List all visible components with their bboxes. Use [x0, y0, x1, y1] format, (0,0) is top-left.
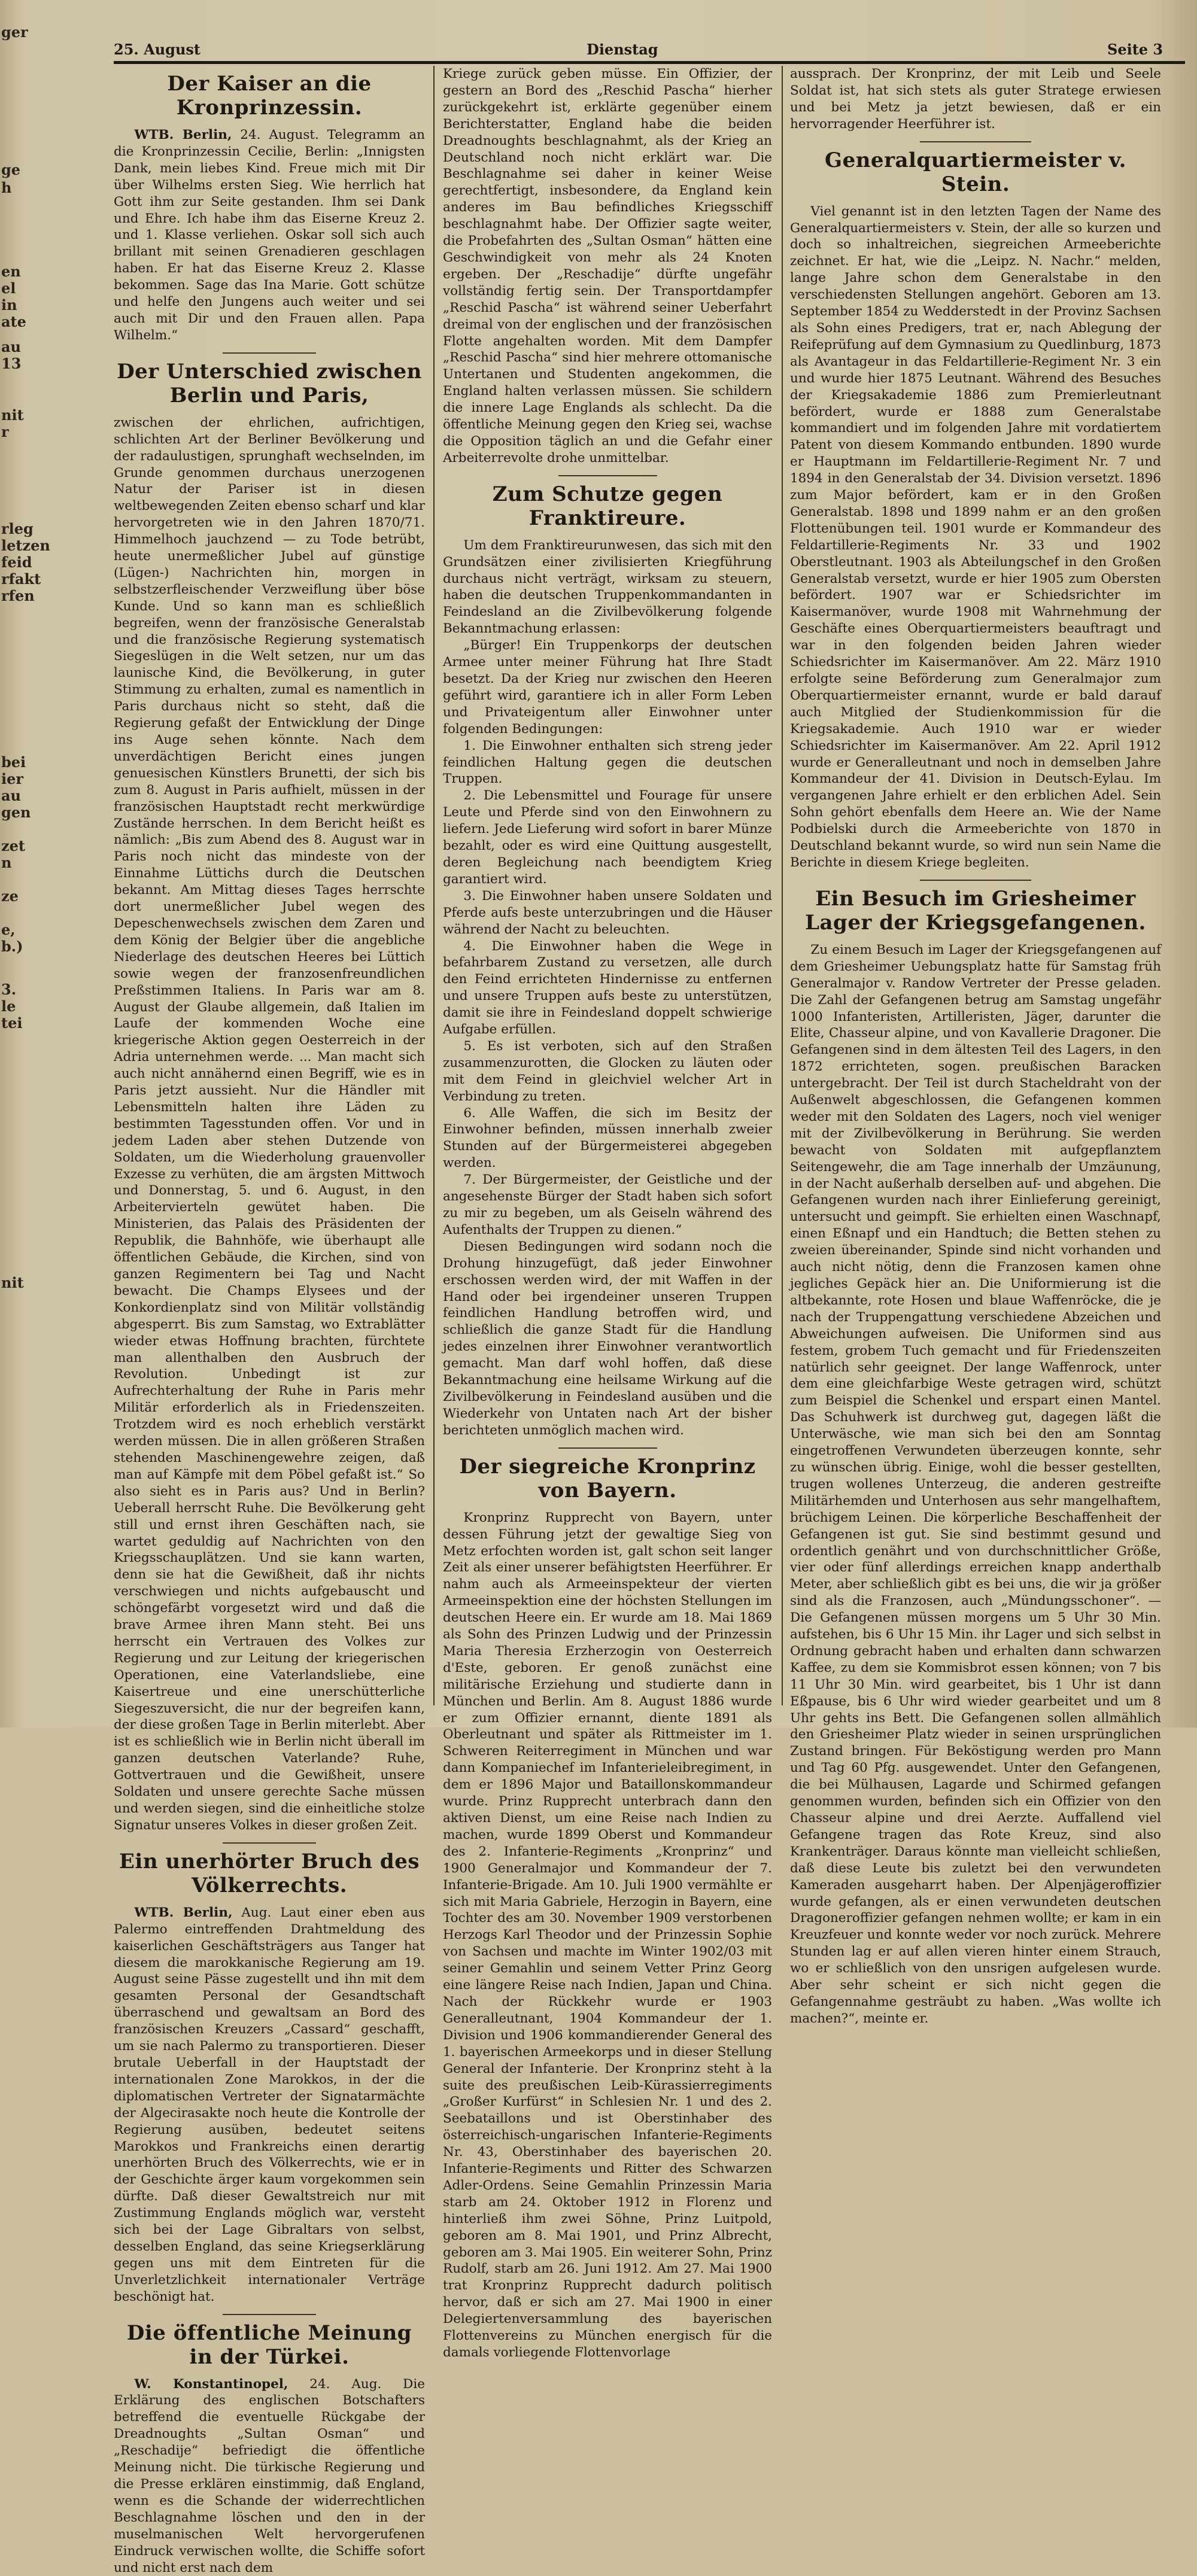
edge-fragment: 3. [1, 981, 17, 998]
header-weekday: Dienstag [587, 41, 658, 58]
separator [920, 141, 1031, 142]
column-divider [433, 66, 435, 1705]
edge-fragment: rfakt [1, 570, 41, 588]
franktireure-paragraph: 3. Die Einwohner haben unsere Soldaten und Pferde aufs beste unterzubringen und die Häuser während der Nacht zu beleuchten. [443, 888, 772, 937]
franktireure-paragraph: Diesen Bedingungen wird sodann noch die Drohung hinzugefügt, daß jeder Einwohner erschossen werden wird, der mit Waffen in der Hand oder bei irgendeiner unseren Truppen feindlichen Handlung betroffen wird, und schließlich die ganze Stadt für die Handlung jedes einzelnen ihrer Einwohner verantwortlich gemacht. Man darf wohl hoffen, daß diese Bekanntmachung eine heilsame Wirkung auf die Zivilbevölkerung in Feindesland ausüben und die Wiederkehr von Untaten nach Art der bisher berichteten unmöglich machen wird. [443, 1239, 772, 1438]
headline-kaiser: Der Kaiser an die Kronprinzessin. [167, 72, 372, 120]
page-header [114, 37, 1179, 61]
edge-fragment: b.) [1, 938, 23, 955]
edge-fragment: rfen [1, 587, 35, 604]
edge-fragment: nit [1, 406, 24, 424]
header-rule [114, 61, 1185, 64]
edge-fragment: ge [1, 161, 21, 178]
franktireure-paragraph: 7. Der Bürgermeister, der Geistliche und der angesehenste Bürger der Stadt haben sich sofort zu mir zu begeben, um als Geiseln während des Aufenthalts der Truppen zu dienen.“ [443, 1172, 772, 1237]
headline-voelkerrecht: Ein unerhörter Bruch des Völkerrechts. [119, 1849, 420, 1897]
article-franktireure-intro: Um dem Franktireurunwesen, das sich mit den Grundsätzen einer zivilisierten Kriegführung durchaus nicht verträgt, wirksam zu steuern, haben die deutschen Truppenkommandanten in Feindesland an die Zivilbevölkerung folgende Bekanntmachung erlassen: [443, 537, 772, 637]
edge-fragment: au [1, 787, 21, 804]
article-tuerkei-dateline: W. Konstantinopel, [134, 2376, 288, 2392]
header-page-number: Seite 3 [1107, 41, 1163, 58]
edge-fragment: au [1, 338, 21, 355]
franktireure-paragraph: 5. Es ist verboten, sich auf den Straßen zusammenzurotten, die Glocken zu läuten oder mit dem Feind in gleichviel welcher Art in Verbindung zu treten. [443, 1038, 772, 1104]
edge-fragment: le [1, 997, 16, 1015]
headline-franktireure: Zum Schutze gegen Franktireure. [492, 482, 723, 530]
article-kronprinz-body: Kronprinz Rupprecht von Bayern, unter dessen Führung jetzt der gewaltige Sieg von Metz erfochten worden ist, galt schon seit langer Zeit als einer unserer befähigtsten Heerführer. Er nahm auch als Armeeinspekteur der vierten Armeeinspektion eine der höchsten Stellungen im deutschen Heere ein. Er wurde am 18. Mai 1869 als Sohn des Prinzen Ludwig und der Prinzessin Maria Theresia Erzherzogin von Oesterreich d'Este, geboren. Er genoß zunächst eine militärische Erziehung und studierte dann in München und Berlin. Am 8. August 1886 wurde er zum Offizier ernannt, diente 1891 als Oberleutnant und später als Rittmeister im 1. Schweren Reiterregiment in München und war dann Kompaniechef im Infanterieleibregiment, in dem er 1896 Major und Bataillonskommandeur wurde. Prinz Rupprecht unterbrach dann den aktiven Dienst, um eine Reise nach Indien zu machen, wurde 1899 Oberst und Kommandeur des 2. Infanterie-Regiments „Kronprinz“ und 1900 Generalmajor und Kommandeur der 7. Infanterie-Brigade. Am 10. Juli 1900 vermählte er sich mit Maria Gabriele, Herzogin in Bayern, eine Tochter des am 30. November 1909 verstorbenen Herzogs Karl Theodor und der Prinzessin Sophie von Sachsen und machte im Winter 1902/03 mit seiner Gemahlin und seinem Vetter Prinz Georg eine längere Reise nach Indien, Japan und China. Nach der Rückkehr wurde er 1903 Generalleutnant, 1904 Kommandeur der 1. Division und 1906 kommandierender General des 1. bayerischen Armeekorps und in dieser Stellung General der Infanterie. Der Kronprinz steht à la suite des preußischen Leib-Kürassierregiments „Großer Kurfürst“ in Schlesien Nr. 1 und des 2. Seebataillons und ist Oberstinhaber des österreichisch-ungarischen Infanterie-Regiments Nr. 43, Oberstinhaber des bayerischen 20. Infanterie-Regiments und Ritter des Schwarzen Adler-Ordens. Seine Gemahlin Prinzessin Maria starb am 24. Oktober 1912 in Florenz und hinterließ ihm zwei Söhne, Prinz Luitpold, geboren am 8. Mai 1901, und Prinz Albrecht, geboren am 3. Mai 1905. Ein weiterer Sohn, Prinz Rudolf, starb am 26. Juni 1912. Am 27. Mai 1900 trat Kronprinz Rupprecht dadurch politisch hervor, daß er sich am 27. Mai 1900 in einer Delegiertenversammlung des bayerischen Flottenvereins zu München energisch für die damals vorliegende Flottenvorlage [443, 1510, 772, 2360]
edge-fragment: ier [1, 770, 24, 787]
article-tuerkei-body [114, 2376, 425, 2576]
article-kaiser-text: 24. August. Telegramm an die Kronprinzessin Cecilie, Berlin: „Innigsten Dank, mein liebes Kind. Freue mich mit Dir über Wilhelms ersten Sieg. Wie herrlich hat Gott ihm zur Seite gestanden. Ihm sei Dank und Ehre. Ich habe ihm das Eiserne Kreuz 2. und 1. Klasse verliehen. Oskar soll sich auch brillant mit seinen Grenadieren geschlagen haben. Er hat das Eiserne Kreuz 2. Klasse bekommen. Sage das Ina Marie. Gott schütze und helfe den Jungens auch weiter und sei auch mit Dir und den Frauen allen. Papa Wilhelm.“ [114, 127, 425, 343]
header-date: 25. August [114, 41, 201, 58]
franktireure-paragraph: 4. Die Einwohner haben die Wege in befahrbarem Zustand zu versetzen, alle durch den Feind errichteten Hindernisse zu entfernen und unsere Truppen aufs beste zu unterstützen, damit sie ihre in Feindesland doppelt schwierige Aufgabe erfüllen. [443, 938, 772, 1038]
edge-fragment: tei [1, 1014, 23, 1032]
article-voelkerrecht-dateline: WTB. Berlin, [134, 1905, 233, 1920]
separator [223, 1842, 316, 1844]
headline-kronprinz-bayern: Der siegreiche Kronprinz von Bayern. [459, 1454, 756, 1503]
article-tuerkei-text: 24. Aug. Die Erklärung des englischen Botschafters betreffend die eventuelle Rückgabe der Dreadnoughts „Sultan Osman“ und „Reschadije“ befriedigt die öffentliche Meinung nicht. Die türkische Regierung und die Presse erklären einstimmig, daß England, wenn es die Schande der widerrechtlichen Beschlagnahme löschen und den in der muselmanischen Welt hervorgerufenen Eindruck verwischen wollte, die Schiffe sofort und nicht erst nach dem [114, 2376, 425, 2575]
column-1 [114, 66, 425, 2575]
edge-fragment: rleg [1, 520, 34, 537]
article-kaiser-dateline: WTB. Berlin, [134, 127, 232, 142]
franktireure-paragraph: 2. Die Lebensmittel und Fourage für unsere Leute und Pferde sind von den Einwohnern zu liefern. Jede Lieferung wird sofort in barer Münze bezahlt, oder es wird eine Quittung ausgestellt, deren Begleichung nach beendigtem Krieg garantiert wird. [443, 788, 772, 887]
column-divider [782, 66, 783, 1705]
headline-griesheimer-lager: Ein Besuch im Griesheimer Lager der Kriegsgefangenen. [805, 886, 1146, 935]
edge-fragment: ger [1, 23, 28, 41]
separator [920, 880, 1031, 881]
left-edge-fragments [0, 0, 50, 1728]
article-kronprinz-continued: aussprach. Der Kronprinz, der mit Leib und Seele Soldat ist, hat sich stets als guter Stratege erwiesen und bei Metz ja jetzt bewiesen, daß er ein hervorragender Heerführer ist. [790, 66, 1161, 132]
article-kaiser-body [114, 127, 425, 344]
article-griesheim-body: Zu einem Besuch im Lager der Kriegsgefangenen auf dem Griesheimer Uebungsplatz hatte für Samstag früh Generalmajor v. Randow Vertreter der Presse geladen. Die Zahl der Gefangenen betrug am Samstag ungefähr 1000 Infanteristen, Artilleristen, Jäger, darunter die Elite, Chasseur alpine, und von Kavallerie Dragoner. Die Gefangenen sind in dem ältesten Teil des Lagers, in den 1872 errichteten, sogen. preußischen Baracken untergebracht. Der Teil ist durch Stacheldraht von der Außenwelt abgeschlossen, die Gefangenen kommen weder mit den Soldaten des Lagers, noch viel weniger mit der Zivilbevölkerung in Berührung. Sie werden bewacht von Soldaten mit aufgepflanztem Seitengewehr, die am Tage innerhalb der Umzäunung, in der Nacht außerhalb derselben auf- und abgehen. Die Gefangenen wurden nach ihrer Einlieferung gereinigt, untersucht und geimpft. Sie erhielten einen Waschnapf, einen Eßnapf und ein Handtuch; die Betten stehen zu zweien übereinander, Spinde sind nicht vorhanden und auch nicht nötig, denn die Franzosen kamen ohne jegliches Gepäck hier an. Die Uniformierung ist die altbekannte, rote Hosen und blaue Waffenröcke, die je nach der Truppengattung verschiedene Abzeichen und Abweichungen aufweisen. Die Uniformen sind aus festem, grobem Tuch gemacht und für Friedenszeiten natürlich sehr geeignet. Der lange Waffenrock, unter dem eine gleichfarbige Weste getragen wird, schützt zum Beispiel die Schenkel und erspart einen Mantel. Das Schuhwerk ist durchweg gut, dagegen läßt die Unterwäsche, wie man sich bei den am Sonntag eingetroffenen Verwundeten überzeugen konnte, sehr zu wünschen übrig. Einige, wohl die besser gestellten, trugen wollenes Unterzeug, die anderen gestreifte Militärhemden und Unterhosen aus sehr mangelhaftem, brüchigem Leinen. Die körperliche Beschaffenheit der Gefangenen ist gut. Sie sind bestimmt gesund und ordentlich genährt und von durchschnittlicher Größe, vier oder fünf allerdings erreichen knapp anderthalb Meter, aber schließlich gibt es bei uns, die wir ja größer sind als die Franzosen, auch „Mündungsschoner“. — Die Gefangenen müssen morgens um 5 Uhr 30 Min. aufstehen, bis 6 Uhr 15 Min. ihr Lager und sich selbst in Ordnung gebracht haben und erhalten dann schwarzen Kaffee, zu dem sie Kommisbrot essen können; von 7 bis 11 Uhr 30 Min. wird gearbeitet, bis 1 Uhr ist dann Eßpause, bis 6 Uhr wird wieder gearbeitet und um 8 Uhr gehts ins Bett. Die Gefangenen sollen allmählich den Griesheimer Platz wieder in seinen ursprünglichen Zustand bringen. Für Beköstigung werden pro Mann und Tag 60 Pfg. ausgewendet. Unter den Gefangenen, die bei Mülhausen, Lagarde und Schirmed gefangen genommen wurden, befinden sich ein Offizier von den Chasseur alpine und drei Aerzte. Auffallend viel Gefangene tragen das Rote Kreuz, sind also Krankenträger. Daraus könnte man vielleicht schließen, daß diese Leute bis zuletzt bei den verwundeten Kameraden ausgeharrt haben. Der Alpenjägeroffizier wurde gefangen, als er einen verwundeten deutschen Dragoneroffizier gefangen nehmen wollte; er kam in ein Kreuzfeuer und konnte weder vor noch zurück. Mehrere Stunden lag er auf allen vieren hinter einem Strauch, wo er schließlich von den unsrigen aufgelesen wurde. Aber sehr scheint er sich nicht gegen die Gefangennahme gesträubt zu haben. „Was wollte ich machen?“, meinte er. [790, 942, 1161, 2026]
edge-fragment: letzen [1, 537, 50, 554]
column-3 [790, 66, 1161, 2026]
edge-fragment: feid [1, 553, 32, 571]
headline-tuerkei: Die öffentliche Meinung in der Türkei. [126, 2320, 412, 2369]
franktireure-paragraph: „Bürger! Ein Truppenkorps der deutschen Armee unter meiner Führung hat Ihre Stadt besetzt. Da der Krieg nur zwischen den Heeren geführt wird, garantiere ich in aller Form Leben und Privateigentum aller Einwohner unter folgenden Bedingungen: [443, 638, 772, 737]
edge-fragment: ate [1, 313, 26, 330]
edge-fragment: bei [1, 753, 26, 771]
article-voelkerrecht-body [114, 1905, 425, 2306]
headline-generalquartiermeister: Generalquartiermeister v. Stein. [825, 148, 1126, 196]
franktireure-paragraph: 6. Alle Waffen, die sich im Besitz der Einwohner befinden, müssen innerhalb zweier Stunden auf der Bürgermeisterei abgegeben werden. [443, 1105, 772, 1171]
edge-fragment: el [1, 279, 16, 297]
separator [223, 352, 316, 354]
article-berlin-paris-body: zwischen der ehrlichen, aufrichtigen, schlichten Art der Berliner Bevölkerung und der radaulustigen, sprunghaft wechselnden, im Grunde genommen durchaus unerzogenen Natur der Pariser ist in diesen weltbewegenden Zeiten ebenso scharf und klar hervorgetreten wie in den Jahren 1870/71. Himmelhoch jauchzend — zu Tode betrübt, heute unermeßlicher Jubel auf günstige (Lügen-) Nachrichten hin, morgen in selbstzerfleischender Verzweiflung über böse Kunde. Und so kann man es schließlich begreifen, wenn der französische Generalstab und die französische Regierung systematisch Siegeslügen in die Welt setzen, nur um das launische Kind, die Bevölkerung, in guter Stimmung zu erhalten, zumal es namentlich in Paris durchaus nicht so steht, daß die Regierung gefaßt der Entwicklung der Dinge ins Auge sehen könnte. Nach dem unverdächtigen Bericht eines jungen genuesischen Künstlers Brunetti, der sich bis zum 8. August in Paris aufhielt, müssen in der französischen Hauptstadt recht merkwürdige Zustände herrschen. In dem Bericht heißt es nämlich: „Bis zum Abend des 8. August war in Paris noch nicht das mindeste von der Einnahme Lüttichs durch die Deutschen bekannt. Am Mittag dieses Tages herrschte dort unermeßlicher Jubel wegen des Depeschenwechsels zwischen dem Zaren und dem König der Belgier über die angebliche Niederlage des deutschen Heeres bei Lüttich sowie wegen der franzosenfreundlichen Preßstimmen Italiens. In Paris war am 8. August der Glaube allgemein, daß Italien im Laufe der kommenden Woche eine kriegerische Aktion gegen Oesterreich in der Adria unternehmen werde. ... Man macht sich auch nicht annähernd einen Begriff, wie es in Paris jetzt aussieht. Nur die Händler mit Lebensmitteln halten ihre Läden zu bestimmten Tagesstunden offen. Vor und in jedem Laden aber stehen Dutzende von Soldaten, um die Wiederholung grauenvoller Exzesse zu verhüten, die am ärgsten Mittwoch und Donnerstag, 5. und 6. August, in den Arbeitervierteln gewütet haben. Die Ministerien, das Palais des Präsidenten der Republik, die Bahnhöfe, wie überhaupt alle öffentlichen Gebäude, die Kirchen, sind von ganzen Regimentern bei Tag und Nacht bewacht. Die Champs Elysees und der Konkordienplatz sind von Militär vollständig abgesperrt. Bis zum Samstag, wo Extrablätter wieder etwas Hoffnung brachten, fürchtete man allenthalben den Ausbruch der Revolution. Unbedingt ist zur Aufrechterhaltung der Ruhe in Paris mehr Militär erforderlich als in Friedenszeiten. Trotzdem wird es noch erheblich verstärkt werden müssen. Die in allen größeren Straßen stehenden Maschinengewehre zeigen, daß man auf Kämpfe mit dem Pöbel gefaßt ist.“ So also sieht es in Paris aus? Und in Berlin? Ueberall herrscht Ruhe. Die Bevölkerung geht still und ernst ihren Geschäften nach, sie wartet geduldig auf Nachrichten von den Kriegsschauplätzen. Und sie kann warten, denn sie hat die Gewißheit, daß ihr nichts verschwiegen und nichts aufgebauscht und schöngefärbt vorgesetzt wird und daß die brave Armee ihren Mann steht. Bei uns herrscht ein Vertrauen des Volkes zur Regierung und zur Leitung der kriegerischen Operationen, eine Vaterlandsliebe, eine Kaisertreue und eine unerschütterliche Siegeszuversicht, die nur der begreifen kann, der diese großen Tage in Berlin miterlebt. Aber ist es schließlich wie in Berlin nicht überall im ganzen deutschen Vaterlande? Ruhe, Gottvertrauen und die Gewißheit, unsere Soldaten und unsere gerechte Sache müssen und werden siegen, sind die einheitliche stolze Signatur unseres Volkes in dieser großen Zeit. [114, 415, 425, 1833]
edge-fragment: in [1, 296, 17, 314]
edge-fragment: e, [1, 921, 16, 938]
separator [223, 2314, 316, 2315]
article-voelkerrecht-text: Aug. Laut einer eben aus Palermo eintreffenden Drahtmeldung des kaiserlichen Geschäftsträgers aus Tanger hat diesem die marokkanische Regierung am 19. August seine Pässe zugestellt und ihn mit dem gesamten Personal der Gesandtschaft überraschend und gewaltsam an Bord des französischen Kreuzers „Cassard“ geschafft, um sie nach Palermo zu transportieren. Dieser brutale Ueberfall in der Hauptstadt der internationalen Zone Marokkos, in der die diplomatischen Vertreter der Signatarmächte der Algecirasakte noch heute die Kontrolle der Regierung ausüben, bedeutet seitens Marokkos und Frankreichs einen derartig unerhörten Bruch des Völkerrechts, wie er in der Geschichte ärger kaum vorgekommen sein dürfte. Daß dieser Gewaltstreich nur mit Zustimmung Englands möglich war, versteht sich bei der Lage Gibraltars von selbst, desselben England, das seine Kriegserklärung gegen uns mit dem Eintreten für die Unverletzlichkeit internationaler Verträge beschönigt hat. [114, 1905, 425, 2304]
edge-fragment: 13 [1, 355, 22, 372]
article-stein-body: Viel genannt ist in den letzten Tagen der Name des Generalquartiermeisters v. Stein, der alle so kurzen und doch so inhaltreichen, siegreichen Armeeberichte zeichnet. Er hat, wie die „Leipz. N. Nachr.“ melden, lange Jahre schon dem Generalstabe in den verschiedensten Stellungen angehört. Geboren am 13. September 1854 zu Wedderstedt in der Provinz Sachsen als Sohn eines Predigers, trat er, nach Ablegung der Reifeprüfung auf dem Gymnasium zu Quedlinburg, 1873 als Avantageur in das Feldartillerie-Regiment Nr. 3 ein und wurde hier 1875 Leutnant. Während des Besuches der Kriegsakademie 1886 zum Premierleutnant befördert, wurde er 1888 zum Generalstabe kommandiert und im folgenden Jahre mit vordatiertem Patent von diesem Kommando entbunden. 1890 wurde er Hauptmann im Feldartillerie-Regiment Nr. 7 und 1894 in den Generalstab der 34. Division versetzt. 1896 zum Major befördert, kam er in den Großen Generalstab. 1898 und 1899 nahm er an den großen Flottenübungen teil. 1901 wurde er Kommandeur des Feldartillerie-Regiments Nr. 33 und 1902 Oberstleutnant. 1903 als Abteilungschef in den Großen Generalstab versetzt, wurde er hier 1905 zum Obersten befördert. 1907 war er Schiedsrichter im Kaisermanöver, wurde 1908 mit Wahrnehmung der Geschäfte eines Oberquartiermeisters beauftragt und war in den folgenden beiden Jahren wieder Schiedsrichter im Kaisermanöver. Am 22. März 1910 erfolgte seine Beförderung zum Generalmajor zum Oberquartiermeister ernannt, wurde er bald darauf auch Mitglied der Studienkommission für die Kriegsakademie. Auch 1910 war er wieder Schiedsrichter im Kaisermanöver. Am 22. April 1912 wurde er Generalleutnant und noch in demselben Jahre Kommandeur der 41. Division in Deutsch-Eylau. Im vergangenen Jahre erhielt er den erblichen Adel. Sein Sohn gehört ebenfalls dem Heere an. Wie der Name Podbielski durch die Armeeberichte von 1870 in Deutschland bekannt wurde, so wird nun sein Name die Berichte in diesem Kriege begleiten. [790, 203, 1161, 870]
separator [558, 1447, 657, 1449]
edge-fragment: nit [1, 1274, 24, 1291]
edge-fragment: r [1, 423, 9, 440]
edge-fragment: h [1, 179, 12, 196]
separator [558, 475, 657, 476]
edge-fragment: en [1, 263, 21, 280]
edge-fragment: n [1, 854, 12, 871]
column-2 [443, 66, 772, 2360]
edge-fragment: ze [1, 887, 19, 905]
headline-berlin-paris: Der Unterschied zwischen Berlin und Paris, [117, 359, 422, 407]
edge-fragment: zet [1, 837, 25, 854]
article-tuerkei-continued: Kriege zurück geben müsse. Ein Offizier, der gestern an Bord des „Reschid Pascha“ hierher zurückgekehrt ist, erklärte gegenüber einem Berichterstatter, England habe die beiden Dreadnoughts beschlagnahmt, als der Krieg an Deutschland noch nicht erklärt war. Die Beschlagnahme sei daher in keiner Weise gerechtfertigt, insbesondere, da England kein anderes im Bau befindliches Kriegsschiff beschlagnahmt habe. Der Offizier sagte weiter, die Probefahrten des „Sultan Osman“ hätten eine Geschwindigkeit von mehr als 24 Knoten ergeben. Der „Reschadije“ dürfte ungefähr vollständig fertig sein. Der Transportdampfer „Reschid Pascha“ ist während seiner Ueberfahrt dreimal von der englischen und der französischen Flotte angehalten worden. Mit dem Dampfer „Reschid Pascha“ sind hier mehrere ottomanische Untertanen und Studenten angekommen, die England halten verlassen müssen. Sie schildern die innere Lage Englands als schlecht. Da die öffentliche Meinung gegen den Krieg sei, wachse die Opposition täglich an und die Gefahr einer Arbeiterrevolte drohe unmittelbar. [443, 66, 772, 466]
franktireure-paragraph: 1. Die Einwohner enthalten sich streng jeder feindlichen Haltung gegen die deutschen Truppen. [443, 738, 772, 787]
edge-fragment: gen [1, 804, 31, 821]
